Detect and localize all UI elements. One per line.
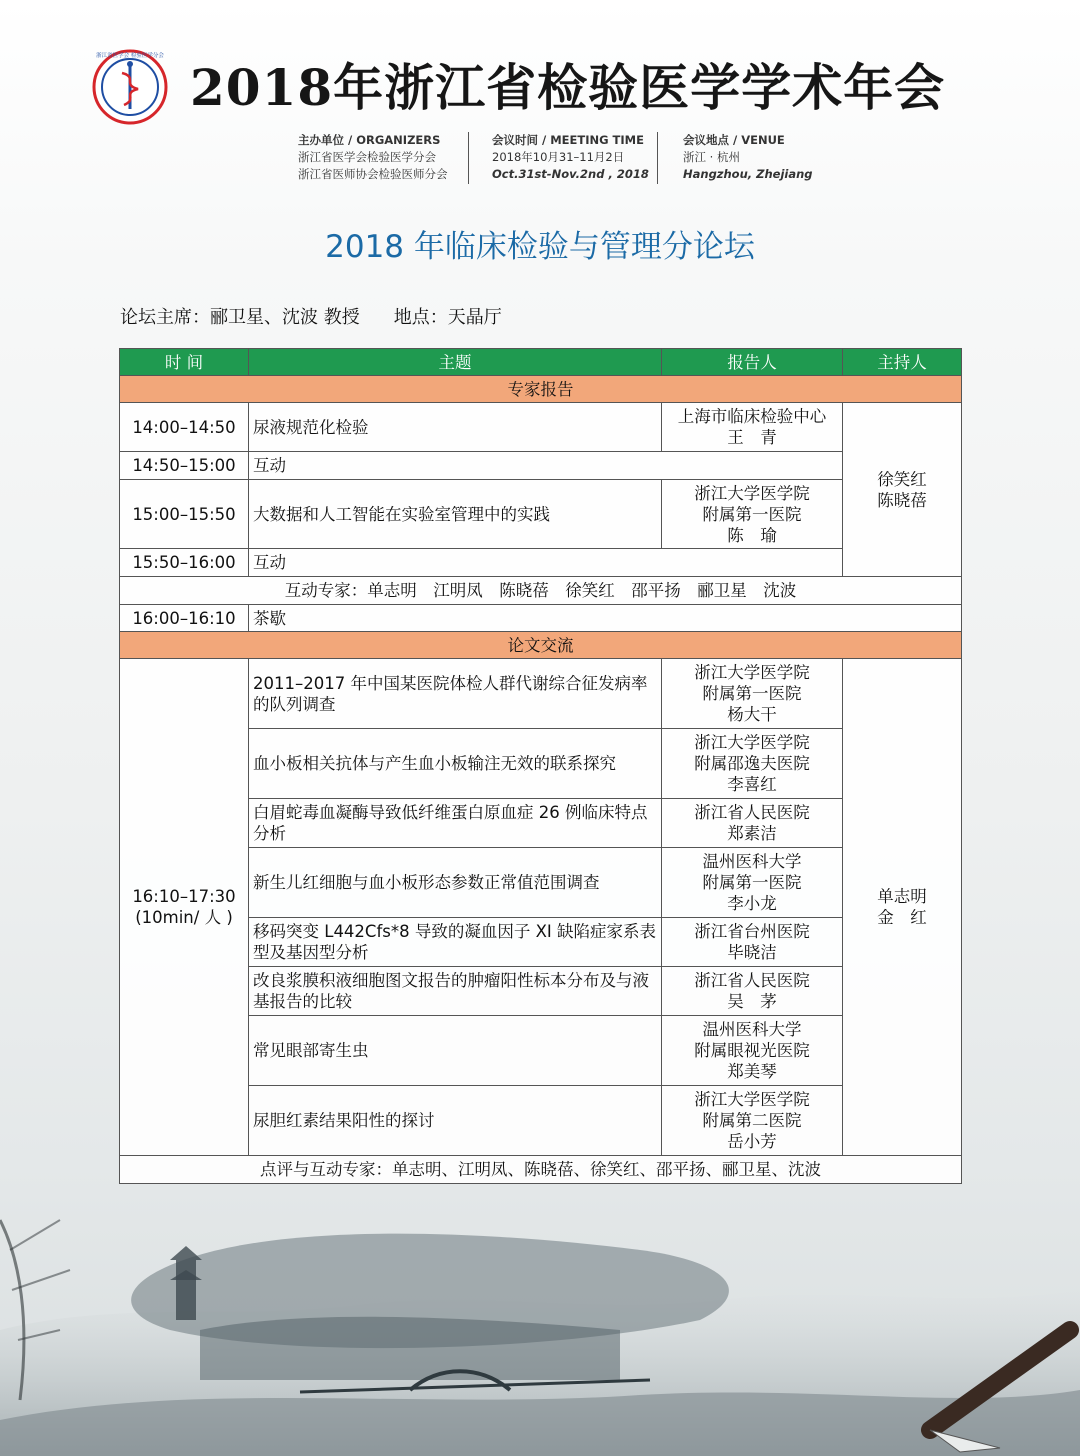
speaker-cell [662,729,843,799]
organizer-line: 浙江省医学会检验医学分会 [298,150,436,164]
speaker-line: 郑美琴 [727,1062,777,1081]
topic-cell: 尿胆红素结果阳性的探讨 [249,1086,662,1156]
speaker-line: 浙江大学医学院 [694,483,810,503]
host-line: 徐笑红 [877,469,927,489]
venue-cn: 浙江 · 杭州 [683,150,740,164]
speaker-cell [662,799,843,848]
topic-cell: 互动 [249,452,843,480]
time-line: (10min/ 人 ) [135,908,233,927]
association-logo [92,49,168,125]
landscape-illustration [0,1180,1080,1456]
host-line: 金 红 [877,908,927,927]
organizer-line: 浙江省医师协会检验医师分会 [298,167,448,181]
topic-cell: 互动 [249,549,843,577]
speaker-line: 浙江大学医学院 [694,733,810,752]
section-paper-exchange: 论文交流 [120,632,962,659]
speaker-line: 浙江省人民医院 [694,971,810,990]
speaker-line: 上海市临床检验中心 [677,407,827,426]
speaker-line: 陈 瑜 [727,525,777,545]
venue-block [683,132,813,183]
header-topic: 主题 [249,349,662,376]
time-line: 16:10–17:30 [132,887,236,906]
topic-cell: 茶歇 [249,605,962,632]
topic-cell: 新生儿红细胞与血小板形态参数正常值范围调查 [249,848,662,918]
speaker-line: 附属邵逸夫医院 [694,754,810,773]
topic-cell: 改良浆膜积液细胞图文报告的肿瘤阳性标本分布及与液基报告的比较 [249,967,662,1016]
organizers-label: 主办单位 / ORGANIZERS [298,133,441,147]
speaker-cell [662,1016,843,1086]
host-cell [843,403,962,577]
topic-cell: 尿液规范化检验 [249,403,662,452]
interaction-experts: 互动专家：单志明 江明凤 陈晓蓓 徐笑红 邵平扬 郦卫星 沈波 [120,577,962,605]
speaker-line: 附属第一医院 [702,873,802,892]
meeting-date-en: Oct.31st-Nov.2nd , 2018 [492,167,649,181]
forum-location: 地点：天晶厅 [393,307,502,328]
conference-title: 2018年浙江省检验医学学术年会 [190,58,946,117]
speaker-line: 李小龙 [727,894,777,913]
venue-en: Hangzhou, Zhejiang [683,167,813,181]
speaker-line: 温州医科大学 [702,1020,802,1039]
topic-cell: 2011–2017 年中国某医院体检人群代谢综合征发病率的队列调查 [249,659,662,729]
speaker-line: 李喜红 [727,775,777,794]
speaker-cell [662,480,843,549]
header-time: 时 间 [120,349,249,376]
host-line: 单志明 [877,887,927,906]
topic-cell: 血小板相关抗体与产生血小板输注无效的联系探究 [249,729,662,799]
speaker-line: 附属第二医院 [702,1111,802,1130]
header-speaker: 报告人 [662,349,843,376]
forum-meta [120,303,502,333]
schedule-table [119,348,962,1184]
speaker-line: 岳小芳 [727,1132,777,1151]
time-cell [120,659,249,1156]
time-cell: 14:50–15:00 [120,452,249,480]
organizers-block [298,132,448,183]
speaker-line: 浙江大学医学院 [694,663,810,682]
speaker-cell [662,918,843,967]
speaker-line: 浙江省人民医院 [694,803,810,822]
speaker-line: 附属眼视光医院 [694,1041,810,1060]
speaker-line: 附属第一医院 [702,504,802,524]
time-cell: 15:00–15:50 [120,480,249,549]
meeting-time-block [492,132,649,183]
time-cell: 15:50–16:00 [120,549,249,577]
speaker-line: 吴 茅 [727,992,777,1011]
speaker-line: 毕晓洁 [727,943,777,962]
host-line: 陈晓蓓 [877,490,927,510]
speaker-cell [662,659,843,729]
speaker-line: 王 青 [727,428,777,447]
forum-chairs: 论坛主席：郦卫星、沈波 教授 [120,307,360,328]
meeting-time-label: 会议时间 / MEETING TIME [492,133,644,147]
review-experts: 点评与互动专家：单志明、江明凤、陈晓蓓、徐笑红、邵平扬、郦卫星、沈波 [120,1156,962,1184]
topic-cell: 移码突变 L442Cfs*8 导致的凝血因子 XI 缺陷症家系表型及基因型分析 [249,918,662,967]
svg-text:浙江省医学会 检验医学分会: 浙江省医学会 检验医学分会 [96,53,164,59]
venue-label: 会议地点 / VENUE [683,133,785,147]
section-expert-reports: 专家报告 [120,376,962,403]
time-cell: 14:00–14:50 [120,403,249,452]
speaker-line: 浙江大学医学院 [694,1090,810,1109]
topic-cell: 大数据和人工智能在实验室管理中的实践 [249,480,662,549]
speaker-cell [662,967,843,1016]
divider [657,132,658,184]
divider [468,132,469,184]
speaker-line: 浙江省台州医院 [694,922,810,941]
speaker-cell [662,848,843,918]
forum-title: 2018 年临床检验与管理分论坛 [325,229,755,265]
host-cell [843,659,962,1156]
speaker-line: 温州医科大学 [702,852,802,871]
meeting-date-cn: 2018年10月31–11月2日 [492,150,625,164]
time-cell: 16:00–16:10 [120,605,249,632]
topic-cell: 白眉蛇毒血凝酶导致低纤维蛋白原血症 26 例临床特点分析 [249,799,662,848]
header-host: 主持人 [843,349,962,376]
speaker-line: 杨大干 [727,705,777,724]
topic-cell: 常见眼部寄生虫 [249,1016,662,1086]
speaker-line: 附属第一医院 [702,684,802,703]
speaker-cell [662,403,843,452]
speaker-line: 郑素洁 [727,824,777,843]
speaker-cell [662,1086,843,1156]
